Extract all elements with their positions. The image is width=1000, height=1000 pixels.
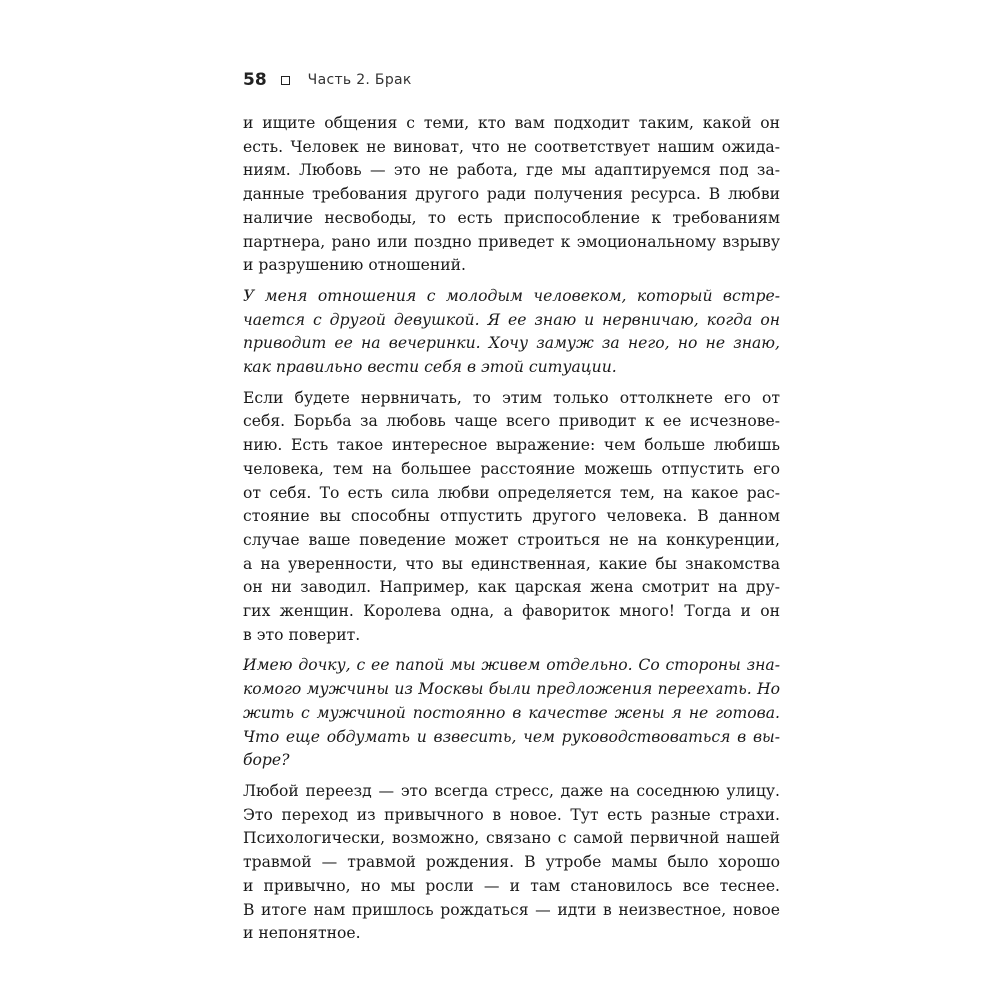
text-line: Что еще обдумать и взвесить, чем руководствоваться в вы- — [243, 727, 780, 746]
text-line: себя. Борьба за любовь чаще всего приводит к ее исчезнове- — [243, 412, 780, 431]
text-line: стояние вы способны отпустить другого человека. В данном — [243, 507, 780, 526]
text-line: а на уверенности, что вы единственная, какие бы знакомства — [243, 554, 780, 573]
body-text — [243, 112, 780, 953]
text-line: У меня отношения с молодым человеком, который встре- — [243, 286, 780, 305]
text-line: Это переход из привычного в новое. Тут есть разные страхи. — [243, 805, 780, 824]
text-line: травмой — травмой рождения. В утробе мамы было хорошо — [243, 853, 780, 872]
page-header — [243, 70, 412, 90]
text-line: данные требования другого ради получения ресурса. В любви — [243, 185, 780, 204]
text-line: приводит ее на вечеринки. Хочу замуж за него, но не знаю, — [243, 334, 780, 353]
text-line: как правильно вести себя в этой ситуации. — [243, 358, 617, 377]
text-line: нию. Есть такое интересное выражение: чем больше любишь — [243, 436, 780, 455]
text-line: от себя. То есть сила любви определяется тем, на какое рас- — [243, 483, 780, 502]
text-line: чается с другой девушкой. Я ее знаю и нервничаю, когда он — [243, 310, 780, 329]
text-line: в это поверит. — [243, 625, 361, 644]
text-line: и привычно, но мы росли — и там становилось все теснее. — [243, 876, 780, 895]
question-paragraph — [243, 654, 780, 773]
question-paragraph — [243, 285, 780, 380]
answer-paragraph — [243, 387, 780, 648]
square-bullet-icon — [281, 76, 290, 85]
text-line: жить с мужчиной постоянно в качестве жены я не готова. — [243, 703, 780, 722]
text-line: Любой переезд — это всегда стресс, даже на соседнюю улицу. — [243, 781, 780, 800]
text-line: и непонятное. — [243, 924, 361, 943]
text-line: и ищите общения с теми, кто вам подходит таким, какой он — [243, 114, 780, 132]
text-line: случае ваше поведение может строиться не на конкуренции, — [243, 530, 780, 549]
text-line: он ни заводил. Например, как царская жена смотрит на дру- — [243, 578, 780, 597]
text-line: комого мужчины из Москвы были предложения переехать. Но — [243, 680, 780, 699]
running-title: Часть 2. Брак — [307, 72, 412, 88]
text-line: человека, тем на большее расстояние можешь отпустить его — [243, 459, 780, 478]
text-line: и разрушению отношений. — [243, 256, 466, 275]
text-line: боре? — [243, 751, 290, 770]
text-line: есть. Человек не виноват, что не соответствует нашим ожида- — [243, 137, 780, 156]
text-line: гих женщин. Королева одна, а фавориток много! Тогда и он — [243, 602, 780, 621]
answer-paragraph — [243, 112, 780, 278]
page-number: 58 — [243, 70, 267, 90]
text-line: ниям. Любовь — это не работа, где мы адаптируемся под за- — [243, 161, 780, 180]
text-line: Имею дочку, с ее папой мы живем отдельно. Со стороны зна- — [243, 656, 780, 675]
text-line: Психологически, возможно, связано с самой первичной нашей — [243, 829, 780, 848]
text-line: наличие несвободы, то есть приспособление к требованиям — [243, 208, 780, 227]
answer-paragraph — [243, 780, 780, 946]
text-line: Если будете нервничать, то этим только оттолкнете его от — [243, 388, 780, 407]
text-line: В итоге нам пришлось рождаться — идти в неизвестное, новое — [243, 900, 780, 919]
text-line: партнера, рано или поздно приведет к эмоциональному взрыву — [243, 232, 780, 251]
